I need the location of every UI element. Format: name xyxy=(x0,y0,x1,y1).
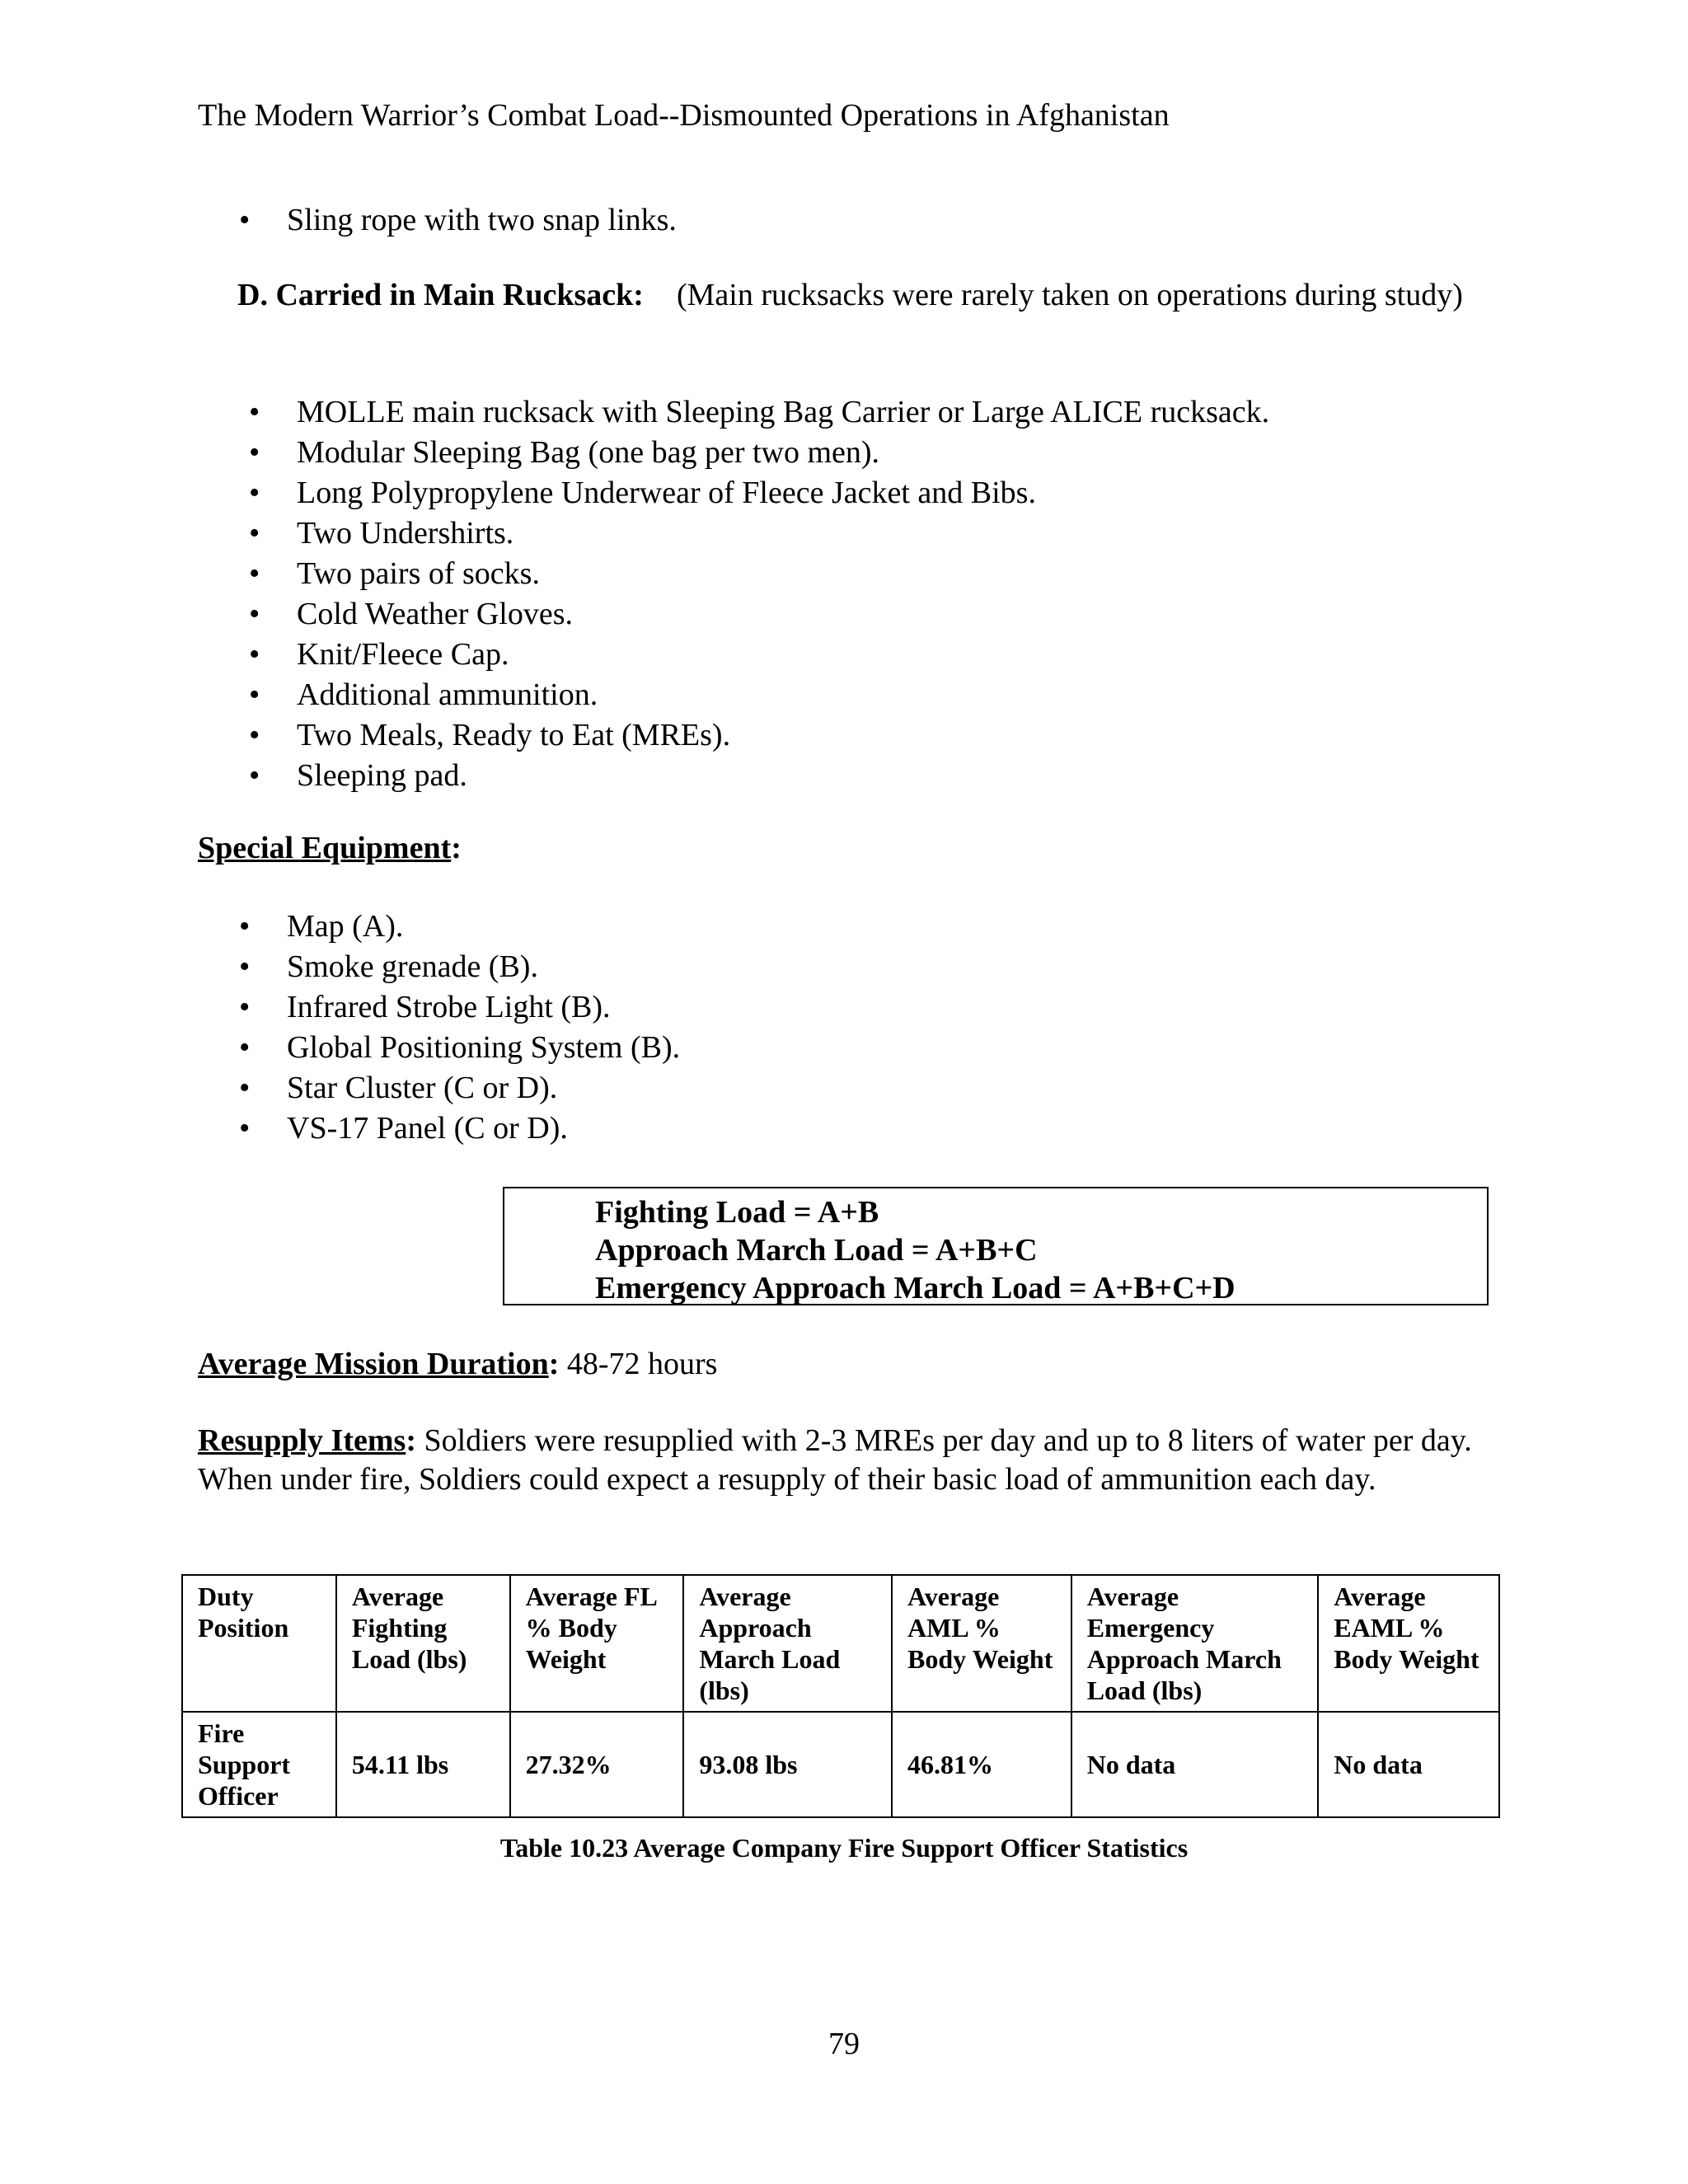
bullet-icon: • xyxy=(249,718,260,752)
mission-duration-label: Average Mission Duration xyxy=(198,1347,549,1381)
bullet-icon: • xyxy=(249,758,260,793)
list-item: • Cold Weather Gloves. xyxy=(249,594,1269,635)
resupply-text: Soldiers were resupplied with 2-3 MREs per day and up to 8 liters of water per day. When under fire, Soldiers could expect a resupply of their basic load of ammunition each day. xyxy=(198,1423,1472,1497)
mission-duration: Average Mission Duration: 48-72 hours xyxy=(198,1347,718,1381)
bullet-list-special-equipment xyxy=(239,907,680,1149)
table-header-cell: Average Approach March Load (lbs) xyxy=(683,1575,892,1712)
list-item: • Global Positioning System (B). xyxy=(239,1028,680,1068)
bullet-icon: • xyxy=(249,597,260,631)
approach-march-load-formula: Approach March Load = A+B+C xyxy=(595,1233,1038,1268)
list-item: • VS-17 Panel (C or D). xyxy=(239,1108,680,1149)
list-item: • Smoke grenade (B). xyxy=(239,947,680,987)
table-header-cell: Average AML % Body Weight xyxy=(892,1575,1071,1712)
fire-support-officer-stats-table xyxy=(181,1574,1500,1818)
bullet-list-carried-items xyxy=(239,200,677,241)
list-item: • Long Polypropylene Underwear of Fleece Jacket and Bibs. xyxy=(249,473,1269,513)
table-caption: Table 10.23 Average Company Fire Support Officer Statistics xyxy=(499,1833,1189,1863)
resupply-paragraph: Resupply Items: Soldiers were resupplied with 2-3 MREs per day and up to 8 liters of water per day. When under fire, Soldiers could expect a resupply of their basic load of ammunition each day. xyxy=(198,1423,1472,1497)
table-header-row xyxy=(182,1575,1499,1712)
section-d-heading xyxy=(198,276,1500,315)
table-header-cell: Average FL % Body Weight xyxy=(510,1575,684,1712)
list-item: • Two Meals, Ready to Eat (MREs). xyxy=(249,715,1269,756)
table-cell: 93.08 lbs xyxy=(683,1712,892,1817)
table-cell: 54.11 lbs xyxy=(336,1712,510,1817)
page-number: 79 xyxy=(828,2027,860,2061)
list-item: • Star Cluster (C or D). xyxy=(239,1068,680,1108)
table-cell: 27.32% xyxy=(510,1712,684,1817)
list-item: • Sleeping pad. xyxy=(249,756,1269,796)
fighting-load-formula: Fighting Load = A+B xyxy=(595,1195,879,1230)
table-header-cell: Average Fighting Load (lbs) xyxy=(336,1575,510,1712)
table-header-cell: Duty Position xyxy=(182,1575,336,1712)
running-header: The Modern Warrior’s Combat Load--Dismounted Operations in Afghanistan xyxy=(198,98,1170,133)
bullet-icon: • xyxy=(249,435,260,470)
resupply-label: Resupply Items xyxy=(198,1423,406,1458)
table-cell: Fire Support Officer xyxy=(182,1712,336,1817)
section-d-note: (Main rucksacks were rarely taken on operations during study) xyxy=(676,278,1463,312)
bullet-icon: • xyxy=(239,1111,251,1146)
bullet-icon: • xyxy=(249,637,260,672)
bullet-icon: • xyxy=(249,395,260,429)
bullet-icon: • xyxy=(239,909,251,944)
list-item: • Two pairs of socks. xyxy=(249,554,1269,594)
list-item: • Sling rope with two snap links. xyxy=(239,200,677,241)
bullet-icon: • xyxy=(249,556,260,591)
special-equipment-heading: Special Equipment: xyxy=(198,831,462,865)
table-header-cell: Average Emergency Approach March Load (lbs) xyxy=(1071,1575,1319,1712)
list-item: • Modular Sleeping Bag (one bag per two men). xyxy=(249,433,1269,473)
list-item: • Two Undershirts. xyxy=(249,513,1269,554)
table-cell: No data xyxy=(1071,1712,1319,1817)
bullet-icon: • xyxy=(239,949,251,984)
list-item: • Additional ammunition. xyxy=(249,675,1269,715)
bullet-icon: • xyxy=(249,516,260,551)
bullet-icon: • xyxy=(249,677,260,712)
load-formula-box xyxy=(503,1187,1489,1305)
bullet-icon: • xyxy=(239,203,251,237)
table-cell: No data xyxy=(1318,1712,1499,1817)
bullet-icon: • xyxy=(239,1071,251,1105)
bullet-icon: • xyxy=(239,1030,251,1065)
bullet-list-main-rucksack xyxy=(249,392,1269,796)
mission-duration-value: 48-72 hours xyxy=(559,1347,718,1381)
list-item: • MOLLE main rucksack with Sleeping Bag Carrier or Large ALICE rucksack. xyxy=(249,392,1269,433)
emergency-approach-march-load-formula: Emergency Approach March Load = A+B+C+D xyxy=(595,1271,1236,1305)
list-item: • Map (A). xyxy=(239,907,680,947)
bullet-icon: • xyxy=(249,476,260,510)
table-cell: 46.81% xyxy=(892,1712,1071,1817)
table-header-cell: Average EAML % Body Weight xyxy=(1318,1575,1499,1712)
list-item: • Knit/Fleece Cap. xyxy=(249,635,1269,675)
list-item: • Infrared Strobe Light (B). xyxy=(239,987,680,1028)
table-row xyxy=(182,1712,1499,1817)
section-d-label: D. Carried in Main Rucksack: xyxy=(237,278,644,312)
bullet-icon: • xyxy=(239,990,251,1024)
